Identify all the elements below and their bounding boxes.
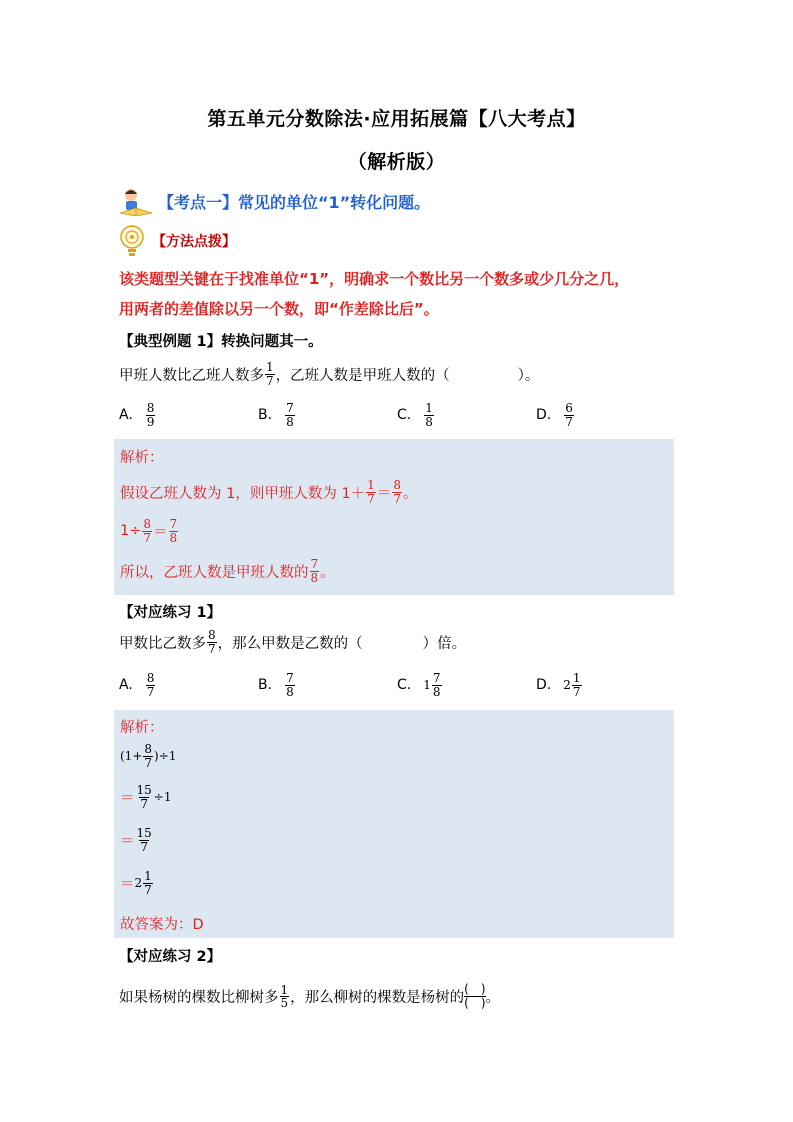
option-c[interactable]: C. 1 $\frac{7}{8}$ (397, 671, 441, 699)
analysis-step: ＝ 2 $\frac{1}{7}$ (120, 869, 152, 897)
analysis-conclusion: 所以，乙班人数是甲班人数的 $\frac{7}{8}$ 。 (120, 557, 335, 585)
analysis-step: ＝ $\frac{15}{7}$ ÷1 (120, 783, 172, 811)
example-1-heading: 【典型例题 1】转换问题其一。 (119, 334, 323, 350)
question-text: 甲班人数比乙班人数多 (119, 367, 264, 384)
example-1-question (119, 361, 539, 387)
question-text: 甲数比乙数多 (119, 635, 206, 652)
option-b[interactable]: B. $\frac{7}{8}$ (258, 401, 294, 429)
question-text: ，那么柳树的棵数是杨树的 (290, 990, 465, 1007)
question-text: 。 (485, 990, 501, 1007)
practice-1-heading: 【对应练习 1】 (119, 605, 222, 621)
question-text: ）。 (517, 367, 540, 384)
student-reading-icon (118, 186, 154, 216)
method-text-line-2: 用两者的差值除以另一个数，即“作差除比后”。 (119, 300, 439, 318)
fraction: $\frac{8}{7}$ (208, 628, 216, 656)
analysis-label: 解析： (120, 450, 164, 466)
analysis-step: 假设乙班人数为 1，则甲班人数为 1＋ $\frac{1}{7}$ ＝ $\frac{8}{7}$ 。 (120, 478, 418, 506)
kaodian-heading (118, 186, 430, 216)
practice-2-question (119, 983, 500, 1010)
practice-1-options (119, 672, 679, 698)
option-d[interactable]: D. 2 $\frac{1}{7}$ (536, 671, 581, 699)
question-text: ）倍。 (422, 635, 467, 652)
option-b[interactable]: B. $\frac{7}{8}$ (258, 671, 294, 699)
practice-1-question (119, 629, 466, 655)
option-a[interactable]: A. $\frac{8}{7}$ (119, 671, 155, 699)
answer-blank-fraction[interactable]: ( ) ( ) (464, 982, 486, 1011)
analysis-step: ＝ $\frac{15}{7}$ (120, 826, 152, 854)
analysis-step: 1÷ $\frac{8}{7}$ ＝ $\frac{7}{8}$ (120, 517, 178, 545)
kaodian-title: 【考点一】常见的单位“1”转化问题。 (158, 192, 431, 212)
analysis-step: (1+ $\frac{8}{7}$ )÷1 (120, 742, 177, 770)
example-1-options (119, 402, 679, 428)
fraction: $\frac{1}{7}$ (266, 360, 274, 388)
answer-text: 故答案为：D (120, 917, 204, 933)
question-text: ，那么甲数是乙数的（ (217, 635, 363, 652)
practice-2-heading: 【对应练习 2】 (119, 949, 222, 965)
question-text: 如果杨树的棵数比柳树多 (119, 990, 279, 1007)
page-title: 第五单元分数除法·应用拓展篇【八大考点】 (207, 108, 586, 130)
fraction: $\frac{1}{5}$ (280, 982, 289, 1011)
option-a[interactable]: A. $\frac{8}{9}$ (119, 401, 155, 429)
method-text-line-1: 该类题型关键在于找准单位“1”，明确求一个数比另一个数多或少几分之几， (119, 270, 630, 288)
method-heading (118, 224, 236, 258)
example-1-analysis-box (114, 439, 674, 595)
lightbulb-icon (118, 224, 146, 258)
question-text: ，乙班人数是甲班人数的（ (275, 367, 450, 384)
option-d[interactable]: D. $\frac{6}{7}$ (536, 401, 573, 429)
method-label: 【方法点拨】 (152, 234, 236, 250)
practice-1-analysis-box (114, 710, 674, 938)
page-subtitle: （解析版） (347, 151, 446, 173)
analysis-label: 解析： (120, 720, 164, 736)
option-c[interactable]: C. $\frac{1}{8}$ (397, 401, 433, 429)
